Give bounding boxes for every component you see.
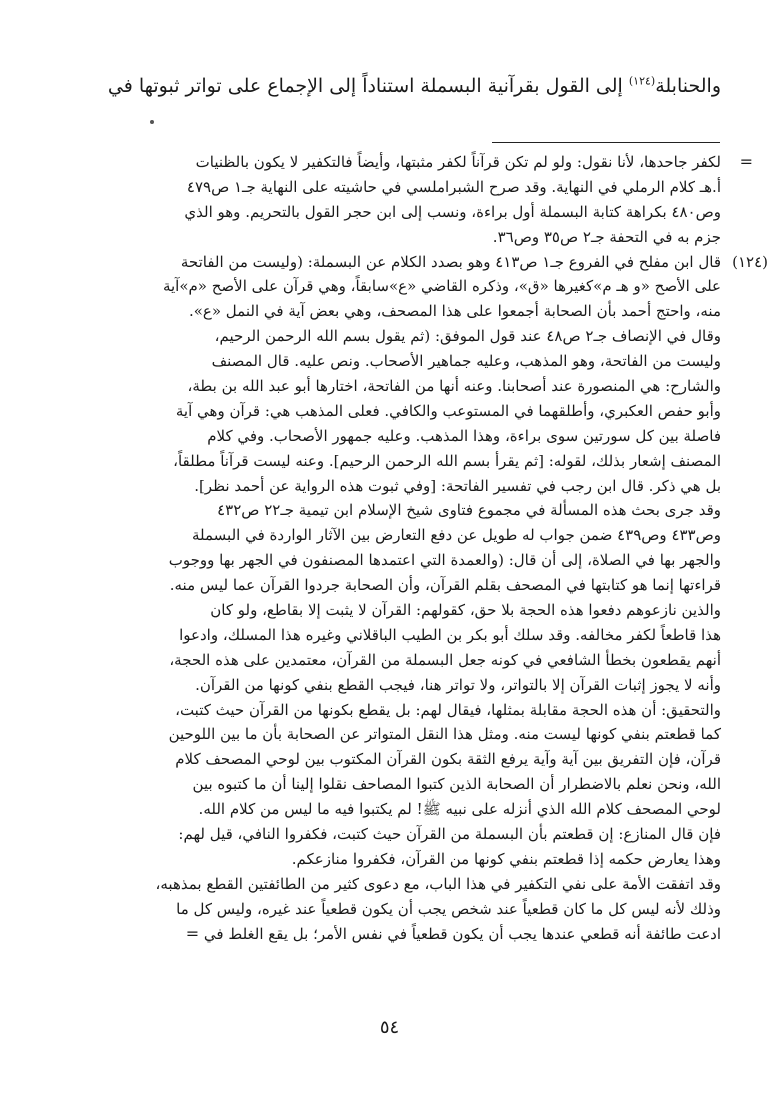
footnote-line [57, 897, 721, 922]
footnote-line [57, 250, 768, 275]
footnote-text: وص٤٨٠ بكراهة كتابة البسملة أول براءة، ونسب إلى ابن حجر القول بالتحريم. وهو الذي [184, 202, 721, 221]
footnote-line [57, 374, 721, 399]
footnote-text: فإن قال المنازع: إن قطعتم بأن البسملة من القرآن حيث كتبت، فكفروا النافي، قيل لهم: [178, 825, 721, 844]
page-number: ٥٤ [379, 1017, 400, 1038]
footnote-line [57, 324, 721, 349]
footnote-line [57, 175, 721, 200]
footnote-line [57, 225, 721, 250]
footnote-text: المصنف إشعار بذلك، لقوله: [ثم يقرأ بسم الله الرحمن الرحيم]. وعنه ليست قرآناً مطلقاً، [173, 451, 721, 470]
footnote-text: أ.هـ كلام الرملي في النهاية. وقد صرح الشبراملسي في حاشيته على النهاية جـ١ ص٤٧٩ [186, 177, 721, 196]
footnote-text: وذلك لأنه ليس كل ما كان قطعياً عند شخص يجب أن يكون قطعياً عند غيره، وليس كل ما [176, 899, 721, 918]
footnote-line [57, 822, 721, 847]
footnote-line [57, 772, 721, 797]
footnote-line [57, 573, 721, 598]
footnote-text: وقال في الإنصاف جـ٢ ص٤٨ عند قول الموفق: (ثم يقول بسم الله الرحمن الرحيم، [214, 327, 721, 346]
footnotes-block [57, 150, 768, 947]
footnote-text: كما قطعتم بنفي كونها ليست منه. ومثل هذا النقل المتواتر عن الصحابة بأن ما بين اللوحين [168, 725, 721, 744]
footnote-line [57, 698, 721, 723]
main-text-after-ref: إلى القول بقرآنية البسملة استناداً إلى الإجماع على تواتر ثبوتها في [107, 75, 629, 97]
footnote-line [57, 922, 721, 947]
footnote-line [57, 548, 721, 573]
footnote-line [57, 847, 721, 872]
footnote-line [57, 797, 721, 822]
footnote-line [57, 673, 721, 698]
footnote-line [57, 747, 721, 772]
footnote-text: قال ابن مفلح في الفروع جـ١ ص٤١٣ وهو بصدد الكلام عن البسملة: (وليست من الفاتحة [180, 252, 721, 271]
footnote-text: والذين نازعوهم دفعوا هذه الحجة بلا حق، كقولهم: القرآن لا يثبت إلا بقاطع، ولو كان [210, 601, 721, 620]
footnote-line [57, 648, 721, 673]
main-text-before-ref: والحنابلة [655, 75, 721, 97]
footnote-line [57, 498, 721, 523]
footnote-text: لكفر جاحدها، لأنا نقول: ولو لم تكن قرآناً لكفر مثبتها، وأيضاً فالتكفير لا يكون بالظنيات [195, 153, 721, 171]
footnote-text: والشارح: هي المنصورة عند أصحابنا. وعنه أنها من الفاتحة، اختارها أبو عبد الله بن بطة، [187, 377, 721, 396]
footnote-text: جزم به في التحفة جـ٢ ص٣٥ وص٣٦. [492, 227, 721, 246]
footnote-text: وص٤٣٣ وص٤٣٩ ضمن جواب له طويل عن دفع التعارض بين الآثار الواردة في البسملة [192, 526, 721, 545]
footnote-text: أنهم يقطعون بخطأ الشافعي في كونه جعل البسملة من القرآن، معتمدين على هذه الحجة، [169, 650, 721, 669]
footnote-text: على الأصح «و هـ م»كغيرها «ق»، وذكره القاضي «ع»سابقاً، وهي قرآن على الأصح «م»آية [162, 277, 721, 296]
footnote-reference[interactable]: (١٢٤) [628, 74, 656, 88]
footnote-text: منه، واحتج أحمد بأن الصحابة أجمعوا على هذا المصحف، وهي بعض آية في النمل «ع». [188, 302, 721, 321]
footnote-text: وقد اتفقت الأمة على نفي التكفير في هذا الباب، مع دعوى كثير من الطائفتين القطع بمذهبه، [155, 874, 721, 893]
footnote-line [57, 449, 721, 474]
stray-dot-mark [150, 120, 154, 124]
footnote-line [57, 299, 721, 324]
main-text-line [53, 70, 721, 102]
footnote-line [57, 200, 721, 225]
footnote-text: لوحي المصحف كلام الله الذي أنزله على نبيه ﷺ! لم يكتبوا فيه ما ليس من كلام الله. [198, 800, 721, 819]
footnote-line [57, 872, 721, 897]
footnote-text: وليست من الفاتحة، وهو المذهب، وعليه جماهير الأصحاب. ونص عليه. قال المصنف [211, 352, 721, 371]
footnote-line [57, 349, 721, 374]
footnote-line [57, 598, 721, 623]
footnote-line [57, 399, 721, 424]
footnote-text: وأنه لا يجوز إثبات القرآن إلا بالتواتر، ولا تواتر هنا، فيجب القطع بنفي كونها من القرآن. [195, 675, 721, 694]
footnote-line [57, 424, 721, 449]
footnote-number: (١٢٤) [732, 252, 768, 271]
footnote-text: قراءتها إنما هو كتابتها في المصحف بقلم القرآن، وأن الصحابة جردوا القرآن عما ليس منه. [169, 576, 721, 595]
footnote-line [57, 722, 721, 747]
footnote-line [57, 150, 753, 175]
footnote-text: الله، ونحن نعلم بالاضطرار أن الصحابة الذين كتبوا المصاحف نقلوا إلينا أن ما كتبوه بين [192, 775, 721, 794]
footnote-text: قرآن، فإن التفريق بين آية وآية يرفع الثقة بكون القرآن المكتوب بين لوحي المصحف كلام [175, 750, 721, 769]
continuation-marker: = [739, 152, 753, 171]
footnote-line [57, 274, 721, 299]
footnote-text: والتحقيق: أن هذه الحجة مقابلة بمثلها، فيقال لهم: بل يقطع بكونها من القرآن حيث كتبت، [175, 700, 721, 719]
footnote-text: والجهر بها في الصلاة، إلى أن قال: (والعمدة التي اعتمدها المصنفون في الجهر بها ووجوب [168, 551, 721, 570]
footnote-line [57, 523, 721, 548]
footnote-text: هذا قاطعاً لكفر مخالفه. وقد سلك أبو بكر بن الطيب الباقلاني وغيره هذا المسلك، وادعوا [179, 625, 721, 644]
footnote-text: ادعت طائفة أنه قطعي عندها يجب أن يكون قطعياً في نفس الأمر؛ بل يقع الغلط في [203, 924, 721, 943]
continued-marker: = [185, 923, 200, 943]
footnote-text: فاصلة بين كل سورتين سوى براءة، وهذا المذهب. وعليه جمهور الأصحاب. وفي كلام [207, 426, 721, 445]
footnote-text: وقد جرى بحث هذه المسألة في مجموع فتاوى شيخ الإسلام ابن تيمية جـ٢٢ ص٤٣٢ [217, 501, 721, 520]
footnote-line [57, 474, 721, 499]
footnote-separator-rule [492, 142, 720, 143]
footnote-line [57, 623, 721, 648]
footnote-text: وهذا يعارض حكمه إذا قطعتم بنفي كونها من القرآن، فكفروا منازعكم. [291, 849, 721, 868]
footnote-text: بل هي ذكر. قال ابن رجب في تفسير الفاتحة: [وفي ثبوت هذه الرواية عن أحمد نظر]. [194, 476, 721, 495]
footnote-text: وأبو حفص العكبري، وأطلقهما في المستوعب والكافي. فعلى المذهب هي: قرآن وهي آية [175, 401, 721, 420]
